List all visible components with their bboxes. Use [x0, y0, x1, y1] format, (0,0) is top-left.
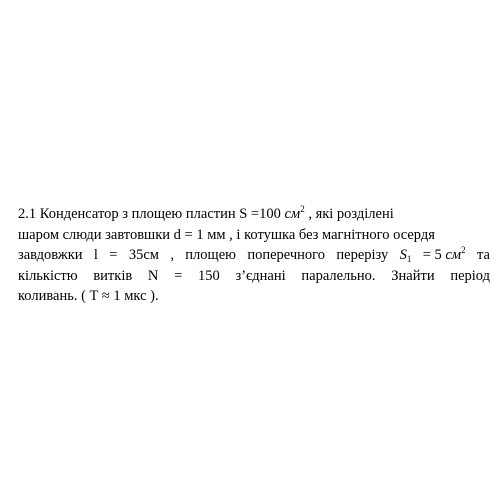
l3-word: =	[109, 247, 118, 263]
l3-word: ,	[170, 247, 174, 263]
l4-word: період	[450, 267, 490, 284]
cross-section-value	[423, 245, 466, 266]
l3-word: перерізу	[336, 247, 389, 263]
s1-value: = 5	[422, 247, 442, 263]
area-unit: см	[284, 206, 301, 222]
l3-word: та	[476, 247, 490, 263]
line-1-text: 2.1 Конденсатор з площею пластин S =100	[18, 206, 285, 222]
line-1-tail: , які розділені	[304, 206, 394, 222]
s1-unit-exponent: 2	[461, 245, 466, 255]
l4-word: N	[147, 267, 159, 284]
problem-line-2	[18, 225, 490, 246]
l3-word: поперечного	[247, 247, 326, 263]
l3-word: площею	[185, 247, 236, 263]
l4-word: з’єднані	[235, 267, 286, 284]
area-unit-exponent: 2	[300, 204, 305, 214]
l4-word: паралельно.	[301, 267, 376, 284]
s-symbol: S	[399, 247, 407, 263]
s-subscript: 1	[406, 254, 412, 264]
l4-word: 150	[198, 267, 220, 284]
l4-word: =	[174, 267, 183, 284]
problem-line-5	[18, 286, 490, 307]
line-2-text: шаром слюди завтовшки d = 1 мм , і котушка без магнітного осердя	[18, 226, 435, 243]
cross-section-symbol	[400, 245, 412, 266]
s1-unit: см	[445, 247, 462, 263]
problem-line-3	[18, 245, 490, 266]
problem-text	[18, 204, 490, 307]
line-5-text: коливань. ( T ≈ 1 мкс ).	[18, 288, 159, 304]
l4-word: кількістю	[18, 267, 78, 284]
l3-word: l	[93, 247, 98, 263]
problem-line-1	[18, 204, 490, 225]
l3-word: 35см	[128, 247, 159, 263]
l4-word: Знайти	[391, 267, 435, 284]
problem-line-4	[18, 266, 490, 287]
l4-word: витків	[93, 267, 133, 284]
l3-word: завдовжки	[18, 247, 83, 263]
